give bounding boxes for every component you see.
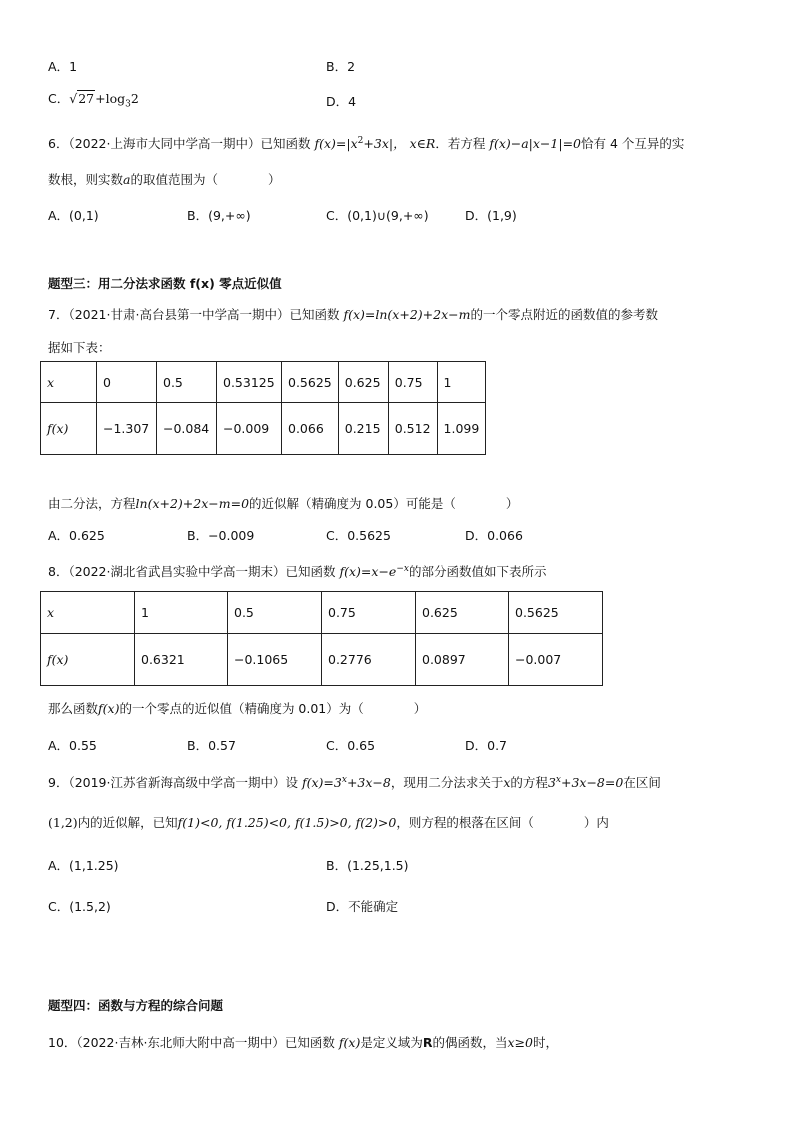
q6-option-c: C．(0,1)∪(9,+∞) (326, 208, 429, 223)
q8-table-cell: 0.75 (322, 592, 416, 634)
q7-option-b: B．−0.009 (187, 528, 255, 543)
q8-option-a: A．0.55 (48, 738, 97, 753)
q5-option-c: C．$√27+\log_32$ (48, 91, 139, 110)
q7-table-cell: 0.625 (338, 362, 388, 403)
q7-line1: 7．（2021·甘肃·高台县第一中学高一期中）已知函数 f(x)=ln(x+2)+2x−m的一个零点附近的函数值的参考数 (48, 307, 658, 322)
q8-table-cell: 0.5625 (509, 592, 603, 634)
q7-table-cell: 0.512 (388, 403, 437, 455)
q7-option-c: C．0.5625 (326, 528, 391, 543)
q5-option-d: D．4 (326, 94, 357, 109)
q7-table-cell: 0.5625 (282, 362, 339, 403)
section3-title: 题型三：用二分法求函数 f(x) 零点近似值 (48, 276, 282, 291)
q7-table-cell: 0.53125 (217, 362, 282, 403)
q7-option-d: D．0.066 (465, 528, 523, 543)
q8-table-cell: 1 (135, 592, 228, 634)
q7-table-cell: 0.066 (282, 403, 339, 455)
q7-table-flabel: f(x) (41, 403, 97, 455)
q5-option-a: A．1 (48, 59, 78, 74)
q6-option-a: A．(0,1) (48, 208, 99, 223)
q8-table (40, 591, 603, 686)
q8-option-d: D．0.7 (465, 738, 508, 753)
q8-after: 那么函数f(x)的一个零点的近似值（精确度为 0.01）为（ ） (48, 701, 427, 716)
q8-option-b: B．0.57 (187, 738, 236, 753)
q9-line1: 9．（2019·江苏省新海高级中学高一期中）设 $f(x)=3^x+3x-8$，现用二分法求关于x的方程$3^x+3x-8=0$在区间 (48, 774, 661, 790)
q8-table-cell: 0.2776 (322, 634, 416, 686)
q8-table-cell: 0.625 (416, 592, 509, 634)
q8-table-cell: 0.0897 (416, 634, 509, 686)
q8-table-cell: −0.007 (509, 634, 603, 686)
q7-table-cell: −1.307 (97, 403, 157, 455)
q8-option-c: C．0.65 (326, 738, 376, 753)
q7-table-cell: −0.084 (157, 403, 217, 455)
q7-table-cell: 1.099 (437, 403, 486, 455)
q8-table-xlabel: x (41, 592, 135, 634)
q8-table-cell: −0.1065 (228, 634, 322, 686)
q7-table (40, 361, 486, 455)
q8-table-cell: 0.6321 (135, 634, 228, 686)
q10-line1: 10．（2022·吉林·东北师大附中高一期中）已知函数 f(x)是定义域为R的偶函数，当x≥0时， (48, 1035, 559, 1050)
q9-option-a: A．(1,1.25) (48, 858, 119, 873)
q7-option-a: A．0.625 (48, 528, 105, 543)
section4-title: 题型四：函数与方程的综合问题 (48, 998, 224, 1013)
q7-table-xlabel: x (41, 362, 97, 403)
q6-option-d: D．(1,9) (465, 208, 517, 223)
q9-line2: (1,2)内的近似解，已知f(1)<0, f(1.25)<0, f(1.5)>0, f(2)>0，则方程的根落在区间（ ）内 (48, 815, 609, 830)
q9-option-c: C．(1.5,2) (48, 899, 111, 914)
q7-table-cell: −0.009 (217, 403, 282, 455)
q6-line1: 6．（2022·上海市大同中学高一期中）已知函数 $f(x)=|x^2+3x|$， x∈R．若方程 f(x)−a|x−1|=0恰有 4 个互异的实 (48, 135, 685, 151)
q7-line2: 据如下表： (48, 340, 111, 355)
q8-table-flabel: f(x) (41, 634, 135, 686)
q5-option-b: B．2 (326, 59, 356, 74)
q6-line2: 数根，则实数a的取值范围为（ ） (48, 172, 281, 187)
q8-table-cell: 0.5 (228, 592, 322, 634)
q8-line1: 8．（2022·湖北省武昌实验中学高一期末）已知函数 $f(x)=x-e^{-x}$的部分函数值如下表所示 (48, 563, 547, 579)
q6-option-b: B．(9,+∞) (187, 208, 251, 223)
q7-table-cell: 0.5 (157, 362, 217, 403)
q7-table-cell: 0 (97, 362, 157, 403)
q7-after: 由二分法，方程ln(x+2)+2x−m=0的近似解（精确度为 0.05）可能是（ ） (48, 496, 519, 511)
q7-table-cell: 1 (437, 362, 486, 403)
q7-table-cell: 0.215 (338, 403, 388, 455)
q7-table-cell: 0.75 (388, 362, 437, 403)
q9-option-b: B．(1.25,1.5) (326, 858, 409, 873)
q9-option-d: D．不能确定 (326, 899, 399, 914)
